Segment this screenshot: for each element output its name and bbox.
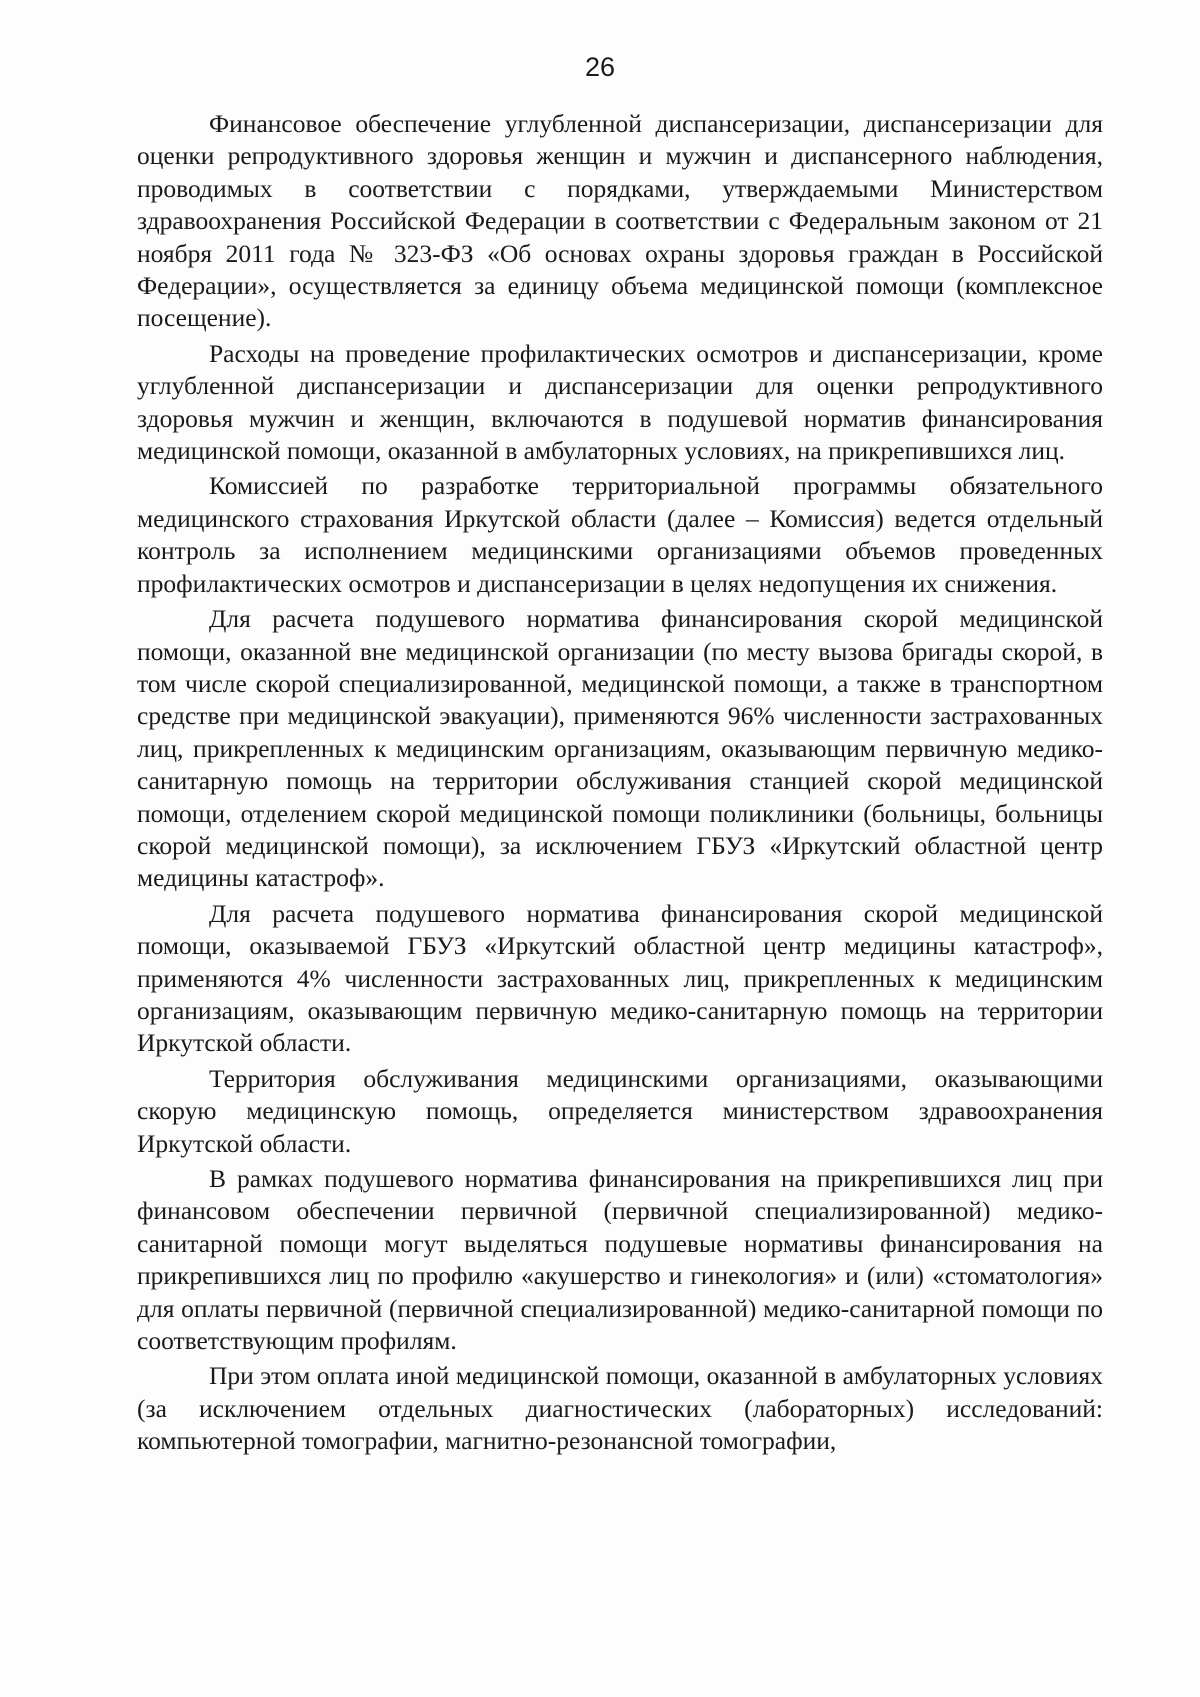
paragraph-8: При этом оплата иной медицинской помощи, оказанной в амбулаторных условиях (за исключением отдельных диагностических (лабораторных) исследований: компьютерной томографии, магнитно-резонансной томографии, <box>137 1361 1103 1456</box>
page-number: 26 <box>584 52 616 82</box>
document-body <box>137 108 1103 1461</box>
paragraph-1: Финансовое обеспечение углубленной диспансеризации, диспансеризации для оценки репродуктивного здоровья женщин и мужчин и диспансерного наблюдения, проводимых в соответствии с порядками, утверждаемыми Министерством здравоохранения Российской Федерации в соответствии с Федеральным законом от 21 ноября 2011 года № 323-ФЗ «Об основах охраны здоровья граждан в Российской Федерации», осуществляется за единицу объема медицинской помощи (комплексное посещение). <box>137 109 1103 333</box>
paragraph-7: В рамках подушевого норматива финансирования на прикрепившихся лиц при финансовом обеспечении первичной (первичной специализированной) медико-санитарной помощи могут выделяться подушевые нормативы финансирования на прикрепившихся лиц по профилю «акушерство и гинекология» и (или) «стоматология» для оплаты первичной (первичной специализированной) медико-санитарной помощи по соответствующим профилям. <box>137 1164 1103 1356</box>
paragraph-5: Для расчета подушевого норматива финансирования скорой медицинской помощи, оказываемой ГБУЗ «Иркутский областной центр медицины катастроф», применяются 4% численности застрахованных лиц, прикрепленных к медицинским организациям, оказывающим первичную медико-санитарную помощь на территории Иркутской области. <box>137 898 1103 1058</box>
paragraph-4: Для расчета подушевого норматива финансирования скорой медицинской помощи, оказанной вне медицинской организации (по месту вызова бригады скорой, в том числе скорой специализированной, медицинской помощи, а также в транспортном средстве при медицинской эвакуации), применяются 96% численности застрахованных лиц, прикрепленных к медицинским организациям, оказывающим первичную медико-санитарную помощь на территории обслуживания станцией скорой медицинской помощи, отделением скорой медицинской помощи поликлиники (больницы, больницы скорой медицинской помощи), за исключением ГБУЗ «Иркутский областной центр медицины катастроф». <box>137 604 1103 893</box>
paragraph-6: Территория обслуживания медицинскими организациями, оказывающими скорую медицинскую помощь, определяется министерством здравоохранения Иркутской области. <box>137 1063 1103 1158</box>
paragraph-2: Расходы на проведение профилактических осмотров и диспансеризации, кроме углубленной диспансеризации и диспансеризации для оценки репродуктивного здоровья мужчин и женщин, включаются в подушевой норматив финансирования медицинской помощи, оказанной в амбулаторных условиях, на прикрепившихся лиц. <box>137 338 1103 466</box>
paragraph-3: Комиссией по разработке территориальной программы обязательного медицинского страхования Иркутской области (далее – Комиссия) ведется отдельный контроль за исполнением медицинскими организациями объемов проведенных профилактических осмотров и диспансеризации в целях недопущения их снижения. <box>137 471 1103 598</box>
